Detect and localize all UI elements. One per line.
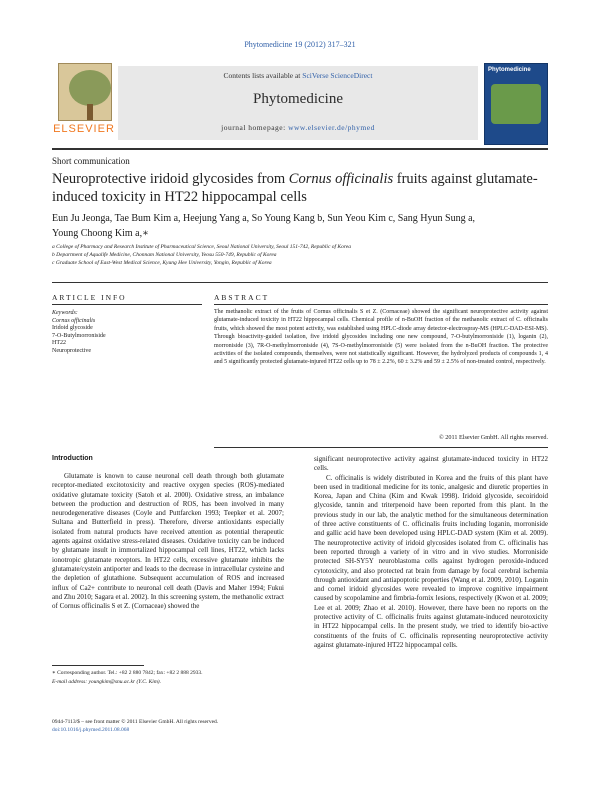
journal-homepage: journal homepage: www.elsevier.de/phymed — [221, 123, 375, 132]
sciencedirect-link[interactable]: SciVerse ScienceDirect — [302, 71, 373, 80]
affiliation-b: b Department of Aqualife Medicine, Chonnam National University, Yeosu 550-749, Republic of Korea — [52, 252, 277, 258]
elsevier-tree-icon — [58, 63, 112, 121]
issn-line: 0944-7113/$ – see front matter © 2011 Elsevier GmbH. All rights reserved. — [52, 719, 219, 725]
abstract-copyright: © 2011 Elsevier GmbH. All rights reserved. — [439, 434, 548, 441]
keyword[interactable]: Neuroprotective — [52, 347, 91, 354]
publisher-name: ELSEVIER — [53, 123, 115, 135]
affiliation-a: a College of Pharmacy and Research Institute of Pharmaceutical Science, Seoul National University, Seoul 151-742, Republic of Korea — [52, 244, 351, 250]
body-column-left — [52, 472, 284, 611]
article-type: Short communication — [52, 156, 130, 166]
article-info-heading: ARTICLE INFO — [52, 293, 127, 302]
journal-reference[interactable]: Phytomedicine 19 (2012) 317–321 — [244, 40, 356, 49]
email-note[interactable]: E-mail address: youngkim@snu.ac.kr (Y.C. Kim). — [52, 679, 161, 685]
intro-paragraph-1: Glutamate is known to cause neuronal cell death through both glutamate receptor-mediated excitotoxicity and reactive oxygen species (ROS)-mediated oxidative glutamate toxicity (Satoh et al. 2000). Oxidative stress, an imbalance between the production and destruction of ROS, has been involved in many neurodegenerative diseases (Coyle and Puttfarcken 1993; Teepker et al. 2007; Sultana and Butterfield in press). Therefore, diverse antioxidants especially isolated from natural products have received attention as potential therapeutic agents against oxidative stress-related diseases. Oxidative toxicity can be induced by glutamate insult in immortalized hippocampal cell lines, HT22, which lacks ionotropic glutamate receptors. In HT22 cells, excessive glutamate inhibits the glutamate/cystein antiporter and leads to the decrease in intracellular cysteine and the depletion of glutathione. Subsequent accumulation of ROS and increased influx of Ca2+ contribute to neuronal cell death (Davis and Maher 1994; Fukui and Zhu 2010; Sagara et al. 2002). In this screening system, the methanolic extract of Cornus officinalis S et Z. (Cornaceae) showed the — [52, 472, 284, 611]
journal-name: Phytomedicine — [253, 91, 343, 107]
introduction-heading: Introduction — [52, 455, 93, 462]
keyword[interactable]: 7-O-Butylmorroniside — [52, 332, 106, 339]
keyword[interactable]: Iridoid glycoside — [52, 325, 93, 331]
article-info-divider — [52, 304, 202, 305]
footnote-divider — [52, 665, 144, 666]
abstract-text: The methanolic extract of the fruits of Cornus officinalis S et Z. (Cornaceae) showed the significant neuroprotective activity against glutamate-induced toxicity in HT22 hippocampal cells. Chemical profile of n-BuOH fraction of the methanolic extract of C. officinalis fruits, which showed the most potent activity, was established using HPLC-diode array detector-electrospray-MS (HPLC-DAD-ESI-MS). Through bioactivity-guided isolation, five iridoid glycosides including one new compound, 7-O-butylmorroniside (1), loganin (2), morroniside (3), 7R-O-methylmorroniside (4), 7S-O-methylmorroniside (5) were isolated from the n-BuOH fraction. The protective activities of the isolated compounds, themselves, were not statistically significant. However, the hydrolyzed products of compounds 1, 4 and 5 significantly protected glutamate-injured HT22 cells up to 78 ± 2.2%, 60 ± 3.2% and 59 ± 2.5% of non-treated control, respectively. — [214, 309, 548, 366]
abstract-bottom-divider — [214, 447, 548, 448]
section-divider — [52, 282, 548, 283]
intro-paragraph-2: C. officinalis is widely distributed in Korea and the fruits of this plant have been used in traditional medicine for its tonic, analgesic and diuretic properties in Korea, Japan and China (Kim and Kwak 1998). Iridoid glycoside, secoiridoid glycoside, tannin and triterpenoid have been reported from this plant. In the previous study in our lab, the analytic method for the simultaneous determination of three active constituents of C. officinalis fruits including loganin, morroniside and gallic acid have been developed using HPLC-DAD system (Kim et al. 2009). The neuroprotective activity of iridoid glycosides isolated from C. officinalis has been reported through a variety of in vitro and in vivo studies. Morroniside protected SH-SY5Y neuroblastoma cells against hydrogen peroxide-induced cytotoxicity, and also protected rat brain from damage by focal cerebral ischemia through antioxidant and antiapoptotic properties (Wang et al. 2009, 2010). Loganin and cornel iridoid glycosides were revealed to improve cognitive impairment caused by scopolamine and fimbria-fornix lesions, respectively (Kwon et al. 2009; Lee et al. 2009; Zhao et al. 2010). However, there have been no reports on the protective activity of C. officinalis fruits against glutamate-induced neurotoxicity in HT22 hippocampal cells. In the present study, we tried to identify bio-active constituents of the fruits of C. officinalis representing neuroprotective activity against glutamate-injured HT22 hippocampal cells. — [314, 473, 548, 649]
article-title: Neuroprotective iridoid glycosides from Cornus officinalis fruits against glutamate-induced toxicity in HT22 hippocampal cells — [52, 171, 538, 205]
keyword[interactable]: HT22 — [52, 340, 66, 346]
homepage-link[interactable]: www.elsevier.de/phymed — [288, 123, 375, 132]
author-list: Eun Ju Jeonga, Tae Bum Kim a, Heejung Yang a, So Young Kang b, Sun Yeou Kim c, Sang Hyun Sung a, Young Choong Kim a,∗ — [52, 213, 476, 239]
affiliation-c: c Graduate School of East-West Medical Science, Kyung Hee University, Yongin, Republic of Korea — [52, 260, 272, 266]
intro-paragraph-continued: significant neuroprotective activity against glutamate-induced toxicity in HT22 cells. — [314, 455, 548, 473]
journal-cover-image: Phytomedicine — [484, 63, 548, 145]
keywords-block: Keywords: Cornus officinalis Iridoid glycoside 7-O-Butylmorroniside HT22 Neuroprotective — [52, 310, 202, 355]
issn-block — [52, 718, 352, 734]
doi-link[interactable]: doi:10.1016/j.phymed.2011.08.068 — [52, 727, 130, 733]
abstract-divider — [214, 304, 548, 305]
contents-line: Contents lists available at SciVerse ScienceDirect — [223, 71, 373, 80]
corresponding-author-note: ∗ Corresponding author. Tel.: +82 2 880 7842; fax: +82 2 888 2933. — [52, 670, 203, 676]
elsevier-logo — [52, 63, 116, 143]
keyword[interactable]: Cornus officinalis — [52, 317, 96, 324]
abstract-heading: ABSTRACT — [214, 293, 270, 302]
header-divider — [52, 148, 548, 150]
body-column-right — [314, 455, 548, 650]
